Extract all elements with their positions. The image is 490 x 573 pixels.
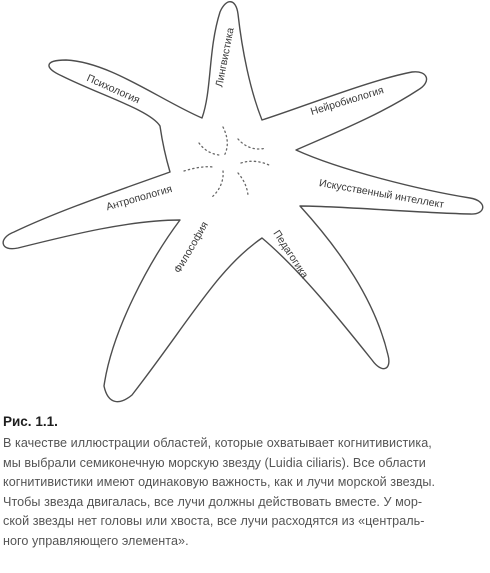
caption-line: мы выбрали семиконечную морскую звезду (Luidia ciliaris). Все области (3, 455, 426, 470)
ray-label-pedagogy: Педагогика (270, 228, 311, 281)
caption-line: ного управляющего элемента». (3, 533, 189, 548)
caption-body (3, 434, 488, 552)
figure-caption (3, 413, 488, 552)
center-dot-arc-2 (238, 139, 266, 149)
center-dot-arc-1 (223, 127, 227, 156)
ray-label-linguistics: Лингвистика (213, 26, 237, 89)
center-dot-arc-4 (238, 173, 248, 195)
caption-line: В качестве иллюстрации областей, которые охватывает когнитивистика, (3, 436, 432, 450)
caption-title: Рис. 1.1. (3, 414, 58, 429)
center-dot-arc-5 (212, 171, 223, 197)
ray-label-anthropology: Антропология (104, 182, 174, 214)
ray-label-psychology: Психология (84, 72, 142, 107)
center-dot-arc-3 (241, 161, 269, 165)
ray-label-neurobiology: Нейробиология (309, 84, 386, 118)
caption-line: Чтобы звезда двигалась, все лучи должны действовать вместе. У мор- (3, 494, 423, 509)
center-dot-arc-7 (199, 143, 219, 155)
caption-line: когнитивистики имеют одинаковую важность, как и лучи морской звезды. (3, 475, 436, 490)
ray-label-artificial-intelligence: Искусственный интеллект (318, 177, 445, 211)
center-dot-arc-6 (184, 167, 213, 171)
ray-label-philosophy: Философия (171, 219, 211, 276)
center-dot-marks (184, 127, 269, 197)
caption-line: ской звезды нет головы или хвоста, все лучи расходятся из «централь- (3, 514, 425, 529)
